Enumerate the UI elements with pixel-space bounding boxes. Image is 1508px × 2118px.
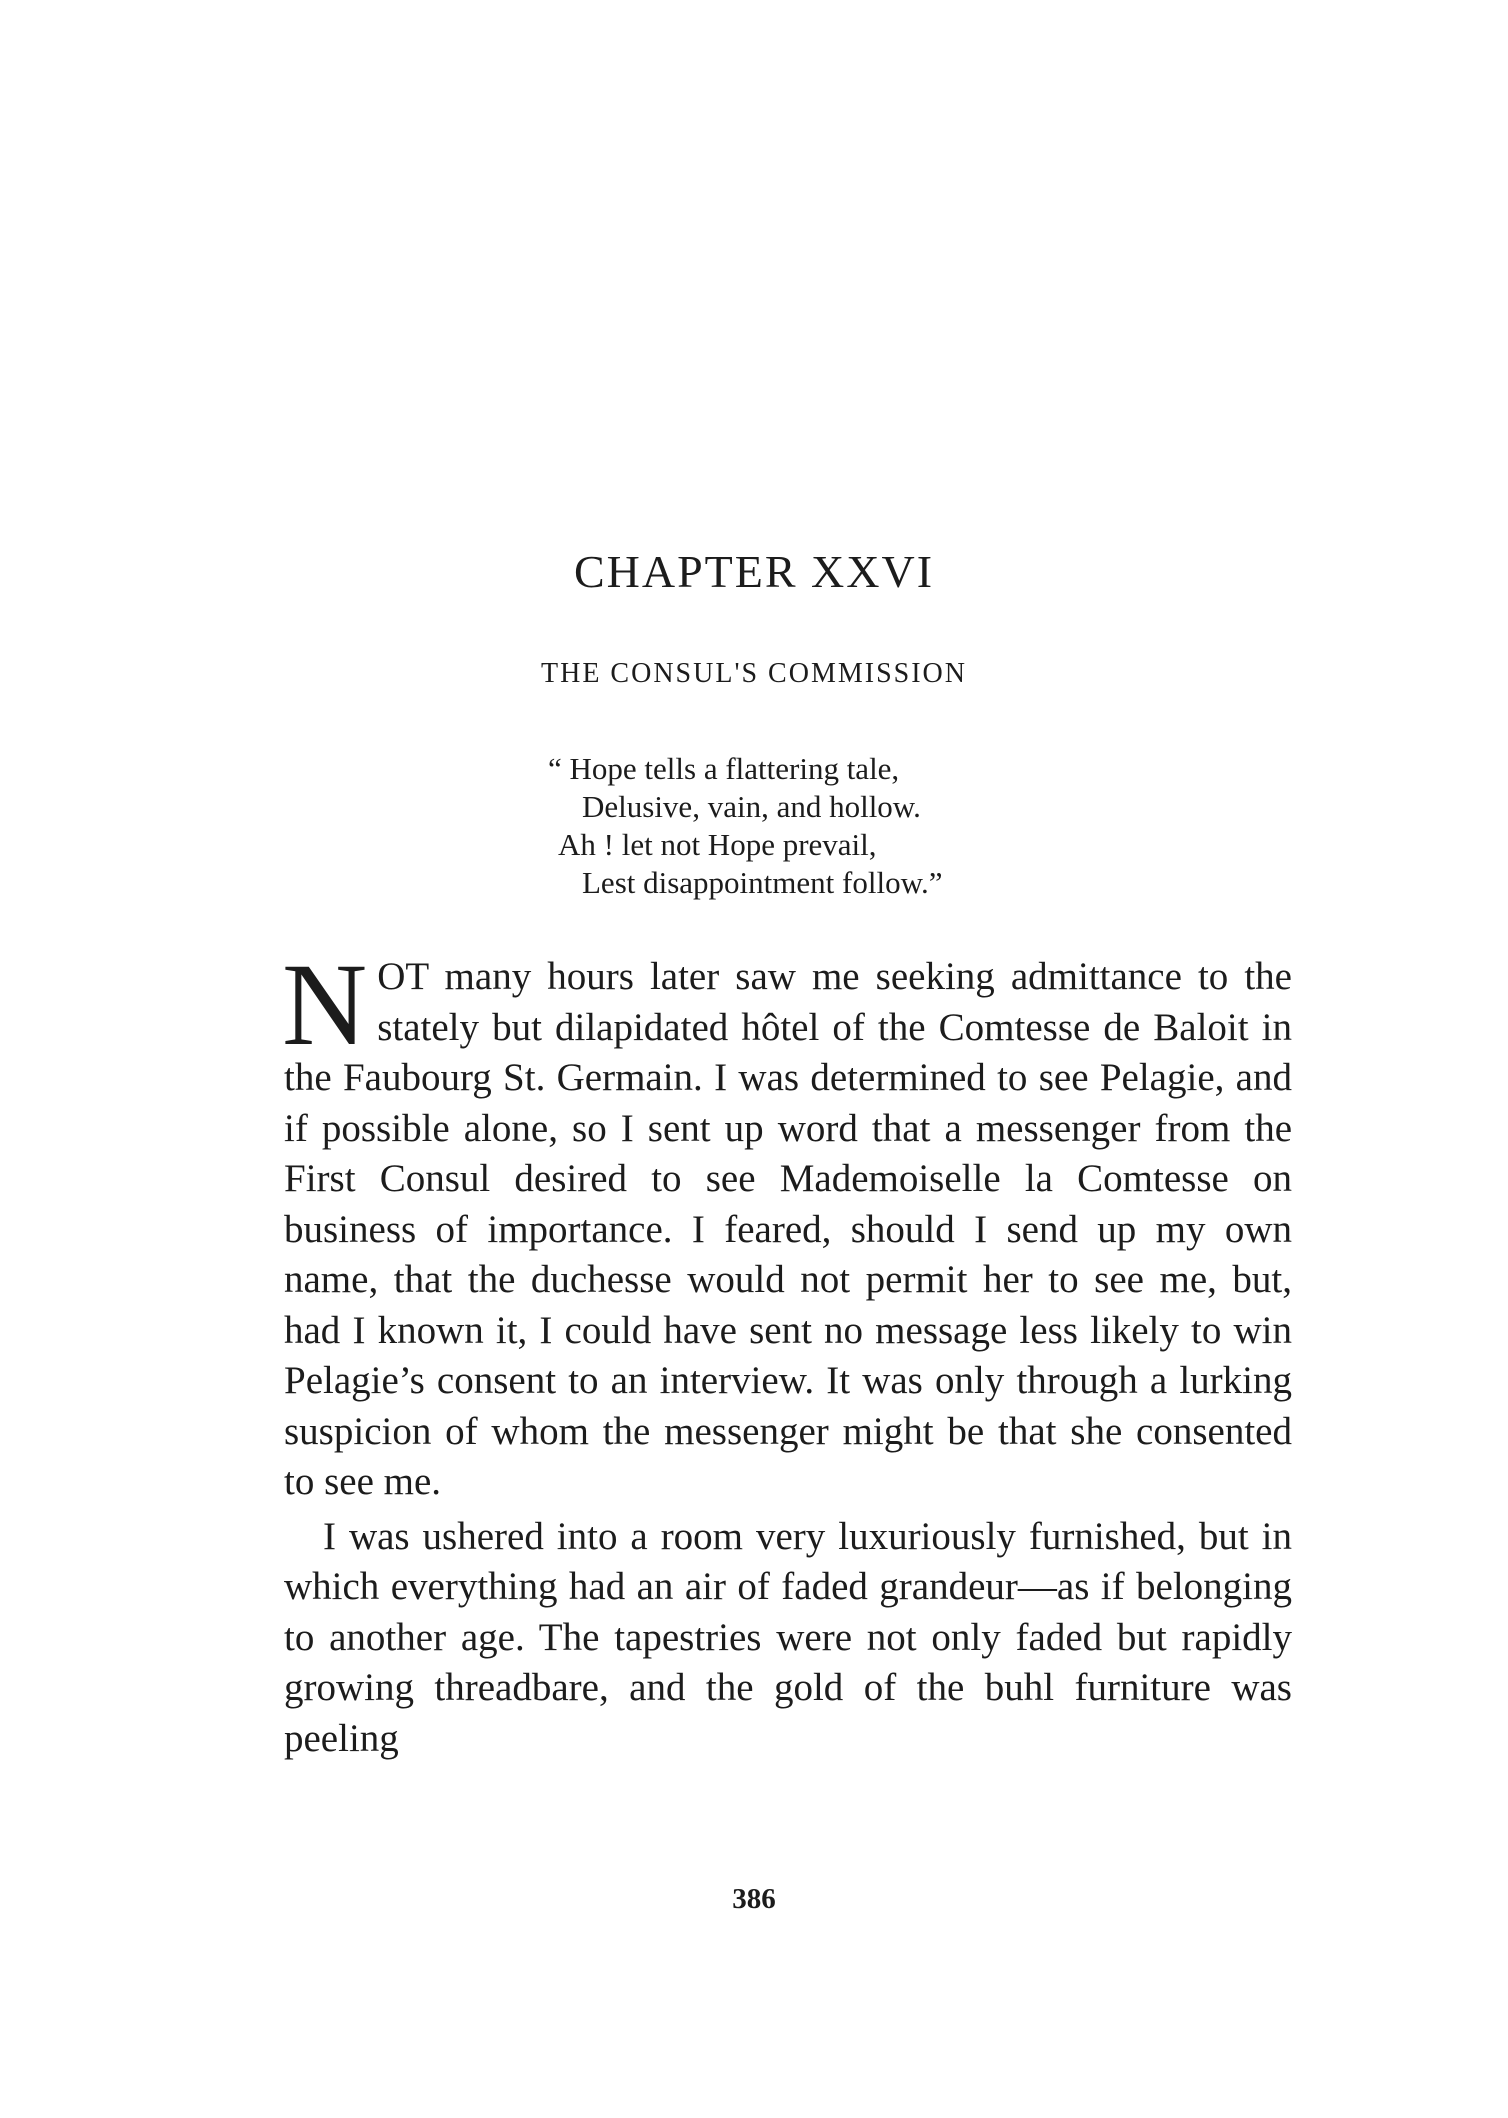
- paragraph-text: OT many hours later saw me seeking admittance to the stately but dilapidated hôtel of the Comtesse de Baloit in the Faubourg St. Germain. I was determined to see Pelagie, and if possible alone, so I sent up word that a messenger from the First Consul desired to see Mademoiselle la Comtesse on business of importance. I feared, should I send up my own name, that the duchesse would not permit her to see me, but, had I known it, I could have sent no message less likely to win Pelagie’s consent to an interview. It was only through a lurking suspicion of whom the messenger might be that she consented to see me.: [284, 955, 1292, 1503]
- chapter-subtitle: THE CONSUL'S COMMISSION: [541, 658, 967, 689]
- epigraph-line: Lest disappointment follow.”: [582, 865, 943, 900]
- epigraph-line: Delusive, vain, and hollow.: [582, 789, 921, 824]
- body-text: [282, 939, 1292, 1764]
- epigraph: [548, 750, 1148, 902]
- page-number: 386: [732, 1883, 776, 1915]
- paragraph: [284, 1512, 1292, 1765]
- chapter-title: CHAPTER XXVI: [573, 546, 935, 597]
- paragraph-text: I was ushered into a room very luxuriously furnished, but in which everything had an air of faded grandeur—as if belonging to another age. The tapestries were not only faded but rapidly growing threadbare, and the gold of the buhl furniture was peeling: [284, 1514, 1292, 1760]
- epigraph-line: Ah ! let not Hope prevail,: [558, 827, 877, 862]
- drop-cap: N: [282, 939, 368, 1070]
- epigraph-line: “ Hope tells a flattering tale,: [548, 751, 900, 786]
- paragraph: [282, 939, 1292, 1508]
